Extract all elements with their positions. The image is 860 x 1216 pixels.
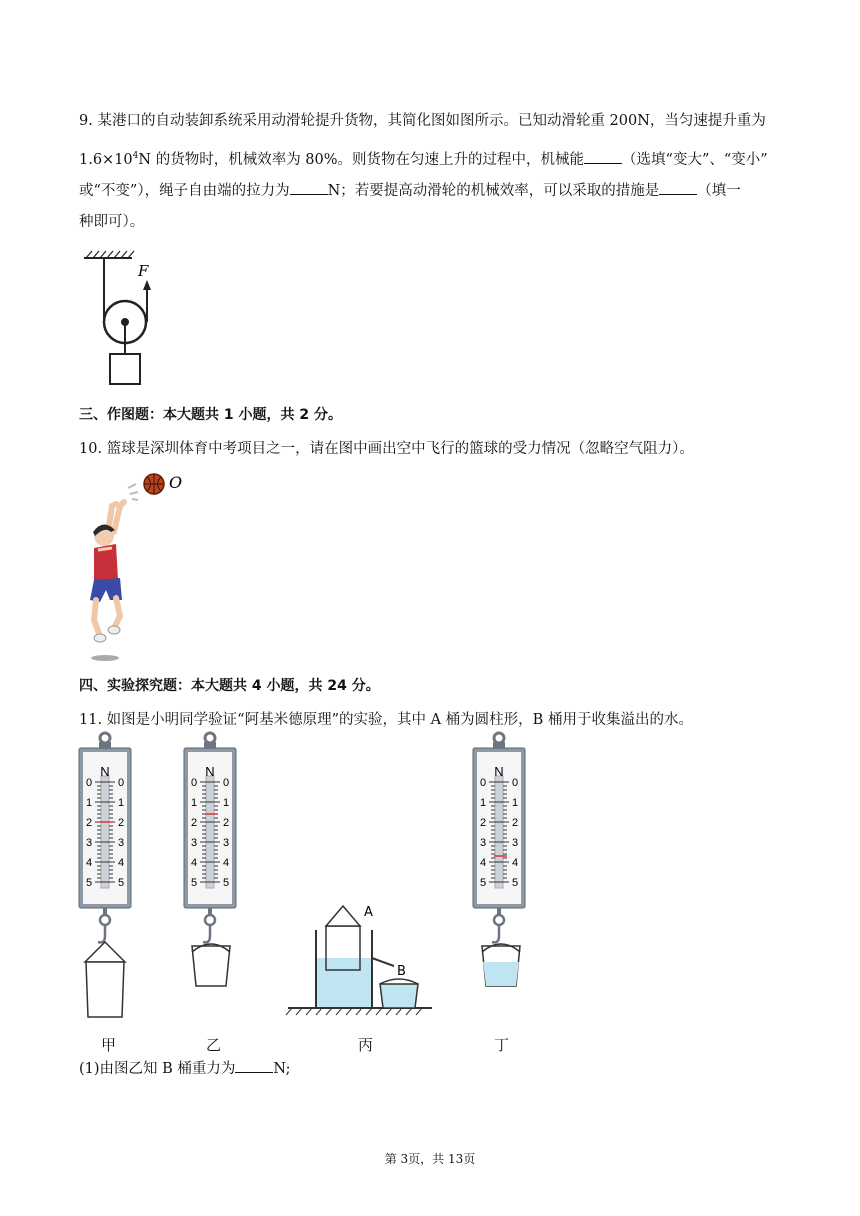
pulley-diagram <box>78 250 168 390</box>
scale-unit-label: N <box>100 764 110 779</box>
q9-exponent: 4 <box>132 151 139 161</box>
q9-text2: N 的货物时，机械效率为 80%。则货物在匀速上升的过程中，机械能 <box>138 151 585 168</box>
scale-tick-labels <box>86 777 518 889</box>
scale-tick-label: 2 <box>117 817 125 829</box>
q9-line3 <box>79 180 741 201</box>
point-o-label: O <box>169 473 183 492</box>
scale-unit-label: N <box>205 764 215 779</box>
q11-sub1-unit: N; <box>273 1061 291 1077</box>
scale-tick-label: 2 <box>85 817 93 829</box>
blank-mechanical-energy[interactable] <box>584 149 622 164</box>
scale-tick-label: 1 <box>117 797 125 809</box>
label-a: A <box>364 905 373 920</box>
scale-tick-label: 5 <box>222 877 230 889</box>
scale-jia-readings <box>100 764 109 779</box>
label-b: B <box>397 964 406 979</box>
scale-tick-label: 0 <box>190 777 198 789</box>
caption-jia: 甲 <box>101 1036 117 1054</box>
scale-tick-label: 2 <box>511 817 519 829</box>
caption-yi: 乙 <box>206 1036 222 1054</box>
q11-sub1-text: (1)由图乙知 B 桶重力为 <box>79 1061 236 1077</box>
scale-tick-label: 4 <box>511 857 519 869</box>
q9-line1: 9. 某港口的自动装卸系统采用动滑轮提升货物，其简化图如图所示。已知动滑轮重 200N，当匀速提升重为 <box>79 113 766 129</box>
scale-tick-label: 3 <box>85 837 93 849</box>
scale-tick-label: 0 <box>222 777 230 789</box>
scale-tick-label: 0 <box>511 777 519 789</box>
q9-line2 <box>79 146 768 170</box>
scale-tick-label: 3 <box>117 837 125 849</box>
q9-text3c: （填一 <box>697 183 741 199</box>
scale-tick-label: 4 <box>85 857 93 869</box>
scale-tick-label: 4 <box>479 857 487 869</box>
q9-text3a: 或“不变”），绳子自由端的拉力为 <box>79 183 290 199</box>
page-footer: 第 3页，共 13页 <box>384 1152 476 1166</box>
q9-text2b: （选填“变大”、“变小” <box>622 151 768 168</box>
section3-heading: 三、作图题：本大题共 1 小题，共 2 分。 <box>79 407 342 423</box>
scale-tick-label: 1 <box>85 797 93 809</box>
blank-pull-force[interactable] <box>290 180 328 195</box>
scale-tick-label: 0 <box>85 777 93 789</box>
blank-efficiency-measure[interactable] <box>659 180 697 195</box>
scale-tick-label: 5 <box>479 877 487 889</box>
scale-tick-label: 3 <box>511 837 519 849</box>
scale-tick-label: 2 <box>222 817 230 829</box>
scale-tick-label: 1 <box>511 797 519 809</box>
scale-tick-label: 1 <box>479 797 487 809</box>
q9-text3b: N；若要提高动滑轮的机械效率，可以采取的措施是 <box>327 183 660 199</box>
scale-tick-label: 2 <box>190 817 198 829</box>
overflow-setup <box>286 905 432 1015</box>
caption-bing: 丙 <box>358 1036 374 1054</box>
scale-tick-label: 5 <box>117 877 125 889</box>
caption-ding: 丁 <box>494 1036 510 1054</box>
scale-tick-label: 3 <box>222 837 230 849</box>
q9-line4: 种即可）。 <box>79 214 145 230</box>
q9-value: 1.6×10 <box>79 151 133 168</box>
scale-tick-label: 5 <box>190 877 198 889</box>
blank-b-weight[interactable] <box>235 1058 273 1073</box>
section4-heading: 四、实验探究题：本大题共 4 小题，共 24 分。 <box>79 678 380 694</box>
scale-tick-label: 3 <box>190 837 198 849</box>
scale-tick-label: 4 <box>222 857 230 869</box>
force-label: F <box>138 262 149 280</box>
scale-tick-label: 2 <box>479 817 487 829</box>
scale-tick-label: 5 <box>511 877 519 889</box>
scale-tick-label: 0 <box>117 777 125 789</box>
scale-unit-label: N <box>494 764 504 779</box>
q11-text: 11. 如图是小明同学验证“阿基米德原理”的实验，其中 A 桶为圆柱形，B 桶用于收集溢出的水。 <box>79 712 693 728</box>
scale-tick-label: 5 <box>85 877 93 889</box>
archimedes-experiment-figure <box>70 730 540 1030</box>
q10-text: 10. 篮球是深圳体育中考项目之一，请在图中画出空中飞行的篮球的受力情况（忽略空气阻力）。 <box>79 441 694 457</box>
scale-tick-label: 3 <box>479 837 487 849</box>
scale-tick-label: 4 <box>117 857 125 869</box>
scale-tick-label: 4 <box>190 857 198 869</box>
scale-tick-label: 0 <box>479 777 487 789</box>
q11-sub1 <box>79 1058 290 1079</box>
scale-tick-label: 1 <box>222 797 230 809</box>
scale-tick-label: 1 <box>190 797 198 809</box>
basketball-player-figure <box>78 470 198 665</box>
